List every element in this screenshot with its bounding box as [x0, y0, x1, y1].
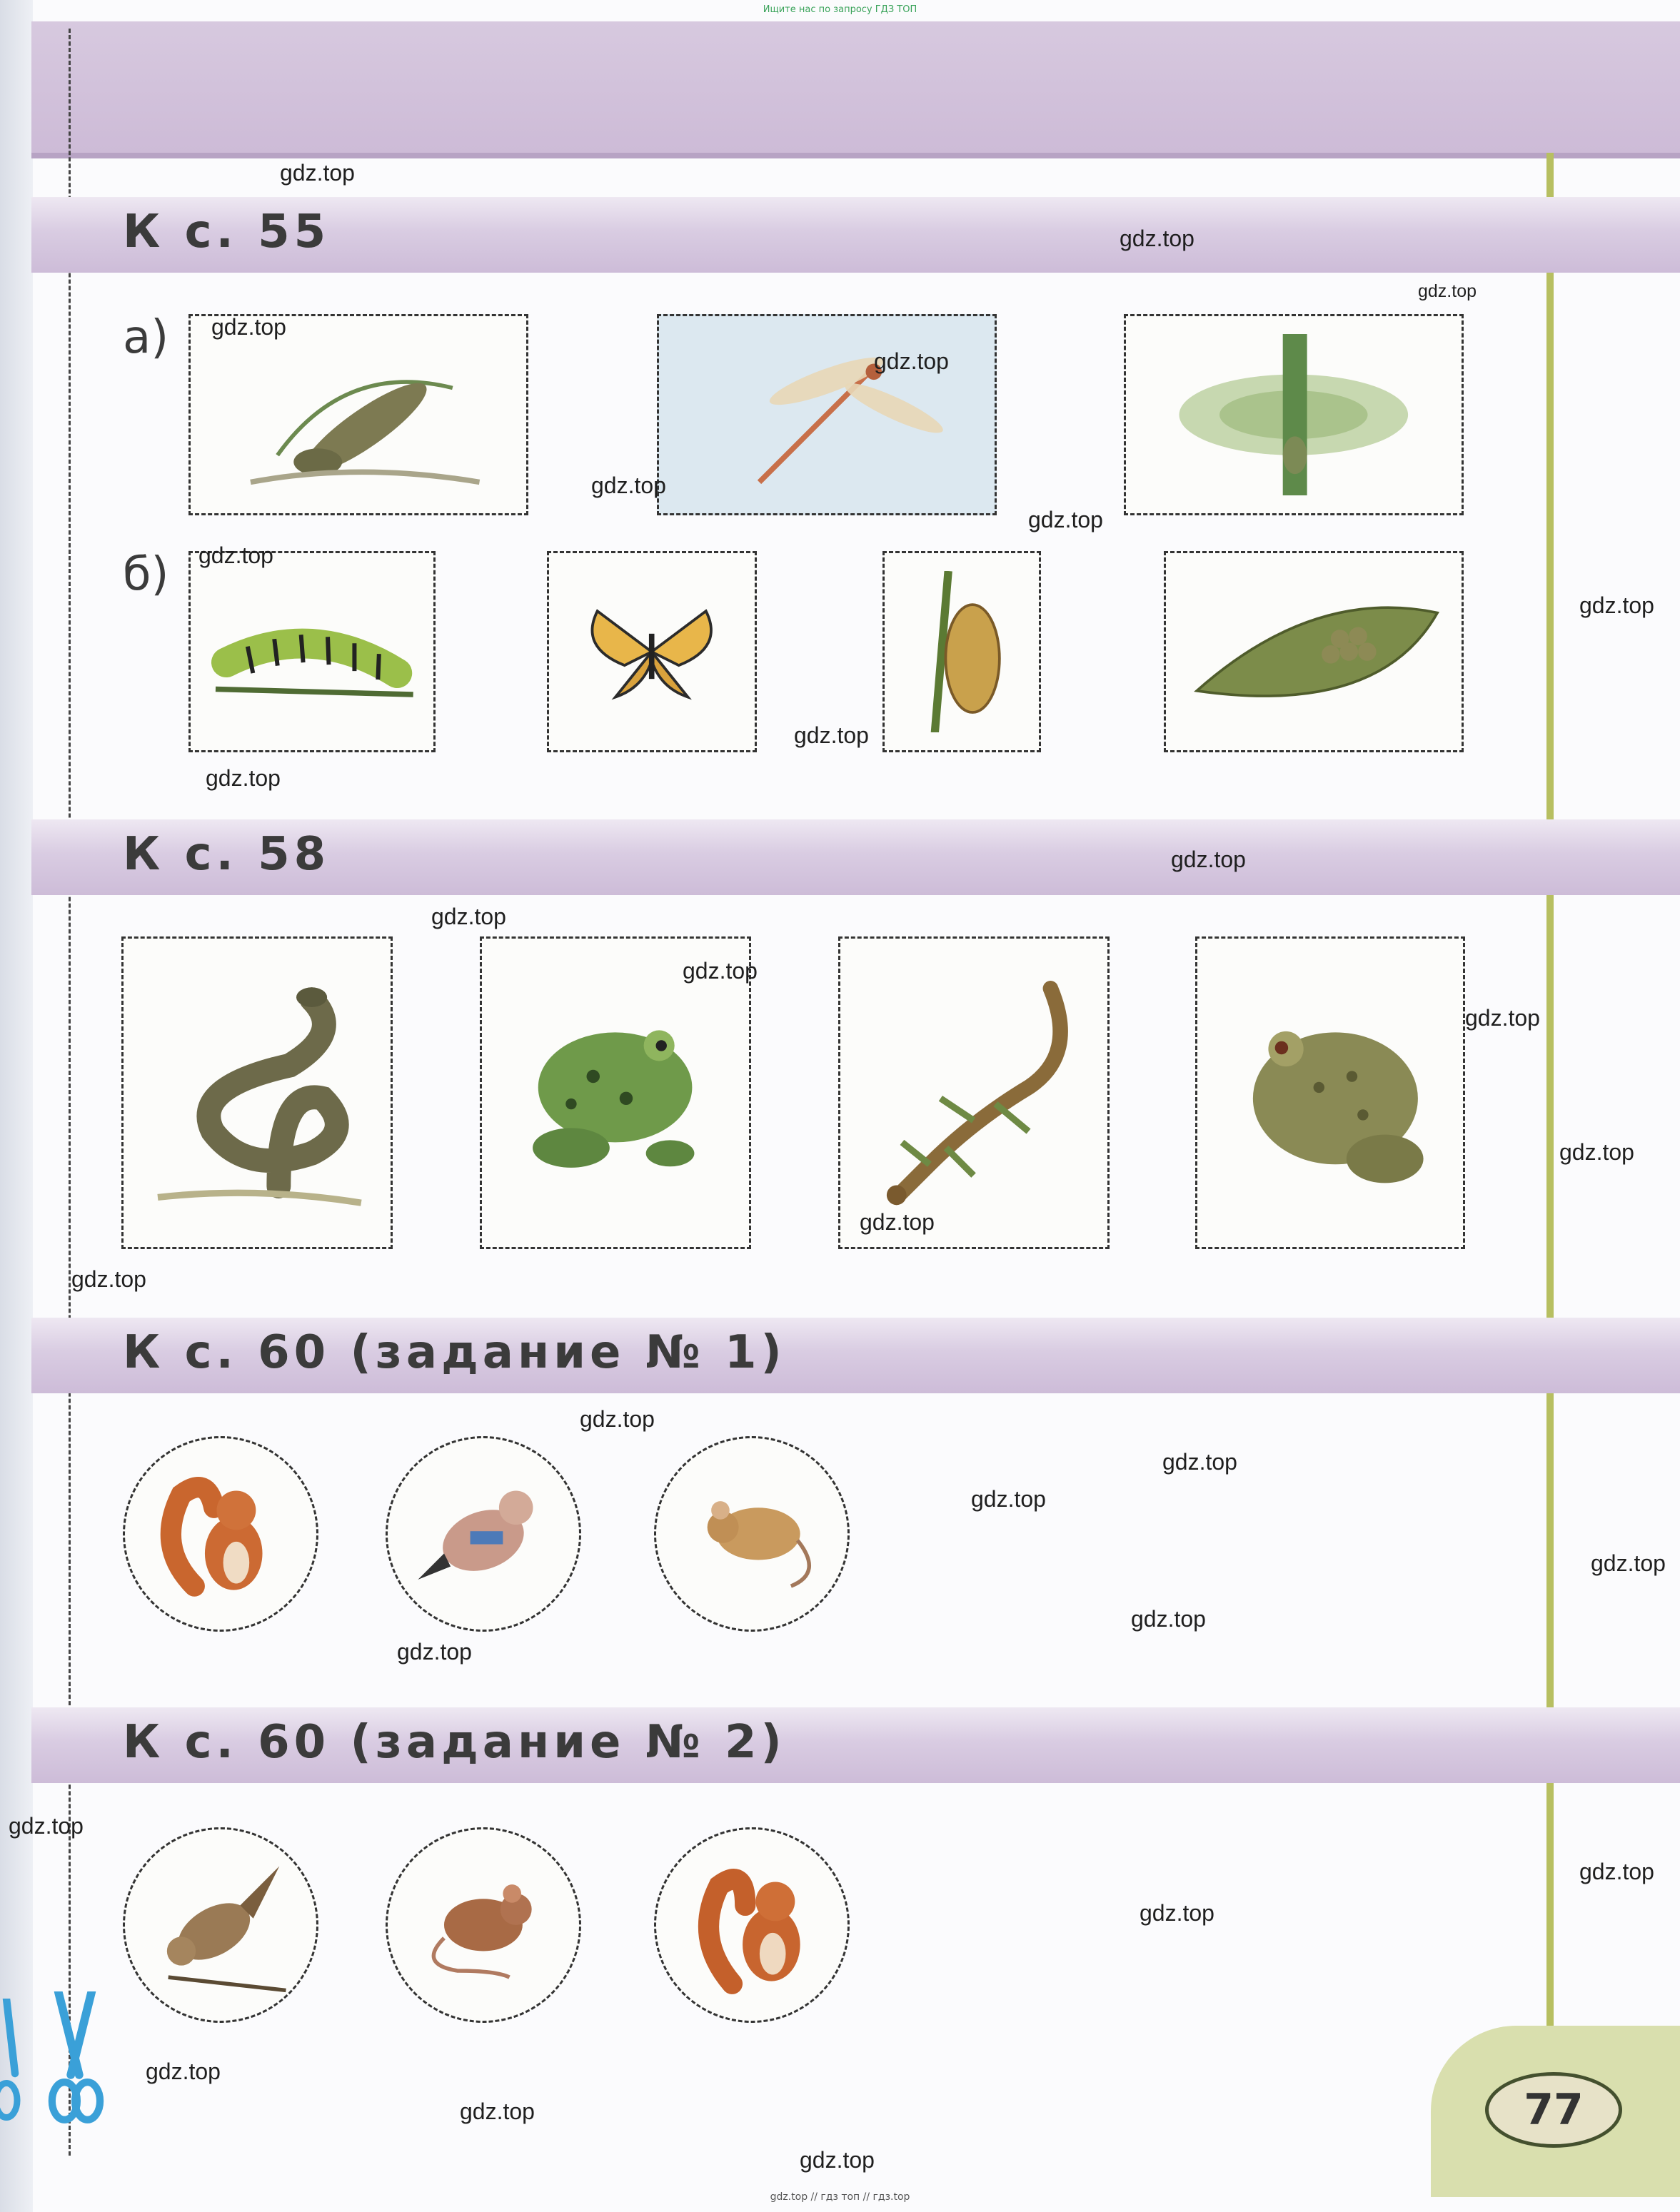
- section-title: К с. 60 (задание № 2): [123, 1716, 786, 1769]
- picture-circle-jay[interactable]: [386, 1436, 581, 1632]
- picture-circle-mouse[interactable]: [654, 1436, 850, 1632]
- bird-illustration: [136, 1847, 305, 2004]
- page-gutter: [0, 0, 33, 2212]
- picture-card-dragonfly[interactable]: [657, 314, 997, 515]
- watermark: gdz.top: [1559, 1139, 1634, 1165]
- picture-circle-squirrel[interactable]: [654, 1827, 850, 2023]
- watermark: gdz.top: [1120, 226, 1194, 251]
- snake-illustration: [139, 966, 374, 1219]
- picture-circle-bird[interactable]: [123, 1827, 318, 2023]
- section-title: К с. 60 (задание № 1): [123, 1326, 786, 1379]
- watermark: gdz.top: [860, 1209, 935, 1235]
- section-title: К с. 55: [123, 206, 331, 258]
- watermark: gdz.top: [874, 348, 949, 374]
- watermark: gdz.top: [1028, 507, 1103, 532]
- watermark: gdz.top: [206, 765, 281, 791]
- toad-illustration: [1213, 966, 1447, 1219]
- row-label-b: б): [123, 548, 169, 601]
- watermark: gdz.top: [794, 722, 869, 748]
- watermark: gdz.top: [431, 904, 506, 929]
- watermark: gdz.top: [1140, 1900, 1214, 1926]
- watermark: gdz.top: [1579, 1859, 1654, 1884]
- eggs-on-leaf-illustration: [1184, 571, 1444, 732]
- scissors-icon: [43, 1991, 107, 2127]
- watermark: gdz.top: [800, 2147, 875, 2173]
- watermark: gdz.top: [1465, 1005, 1540, 1031]
- watermark: gdz.top: [146, 2059, 221, 2084]
- watermark: gdz.top: [1418, 281, 1477, 301]
- watermark: gdz.top: [971, 1486, 1046, 1512]
- watermark: gdz.top: [198, 542, 273, 568]
- watermark: gdz.top: [683, 958, 758, 984]
- picture-card-lizard[interactable]: [838, 936, 1110, 1249]
- watermark: gdz.top: [1579, 592, 1654, 618]
- dragonfly-larva-illustration: [211, 334, 506, 495]
- watermark: gdz.top: [9, 1813, 84, 1839]
- jay-illustration: [399, 1455, 568, 1612]
- mouse-illustration: [668, 1455, 836, 1612]
- watermark: gdz.top: [580, 1406, 655, 1432]
- watermark: gdz.top: [1162, 1449, 1237, 1475]
- watermark: gdz.top: [1131, 1606, 1206, 1632]
- picture-card-caterpillar[interactable]: [188, 551, 436, 752]
- picture-card-butterfly[interactable]: [547, 551, 757, 752]
- top-note: Ищите нас по запросу ГДЗ ТОП: [763, 4, 917, 15]
- picture-card-dragonfly-emerging[interactable]: [1124, 314, 1464, 515]
- picture-circle-mouse[interactable]: [386, 1827, 581, 2023]
- watermark: gdz.top: [1171, 847, 1246, 872]
- margin-accent-line: [1546, 153, 1554, 2101]
- caterpillar-illustration: [205, 571, 418, 732]
- lizard-illustration: [856, 966, 1091, 1219]
- dragonfly-emerging-illustration: [1146, 334, 1442, 495]
- top-color-band: [31, 21, 1680, 158]
- picture-card-eggs-on-leaf[interactable]: [1164, 551, 1464, 752]
- picture-card-snake[interactable]: [121, 936, 393, 1249]
- watermark: gdz.top: [460, 2099, 535, 2124]
- watermark: gdz.top: [71, 1266, 146, 1292]
- frog-illustration: [498, 966, 733, 1219]
- pupa-illustration: [894, 571, 1030, 732]
- squirrel-illustration: [136, 1455, 305, 1612]
- watermark: gdz.top: [211, 314, 286, 340]
- watermark: gdz.top: [397, 1639, 472, 1665]
- picture-circle-squirrel[interactable]: [123, 1436, 318, 1632]
- picture-card-dragonfly-larva[interactable]: [188, 314, 528, 515]
- footer-note: gdz.top // гдз топ // гдз.top: [770, 2191, 910, 2203]
- squirrel-illustration: [668, 1847, 836, 2004]
- picture-card-pupa[interactable]: [882, 551, 1041, 752]
- picture-card-toad[interactable]: [1195, 936, 1465, 1249]
- watermark: gdz.top: [280, 160, 355, 186]
- mouse-illustration: [399, 1847, 568, 2004]
- watermark: gdz.top: [1591, 1550, 1666, 1576]
- section-title: К с. 58: [123, 828, 331, 881]
- scissors-icon: [0, 1999, 21, 2127]
- butterfly-illustration: [561, 571, 742, 732]
- row-label-a: а): [123, 311, 169, 364]
- page-number: 77: [1485, 2072, 1622, 2148]
- watermark: gdz.top: [591, 473, 666, 498]
